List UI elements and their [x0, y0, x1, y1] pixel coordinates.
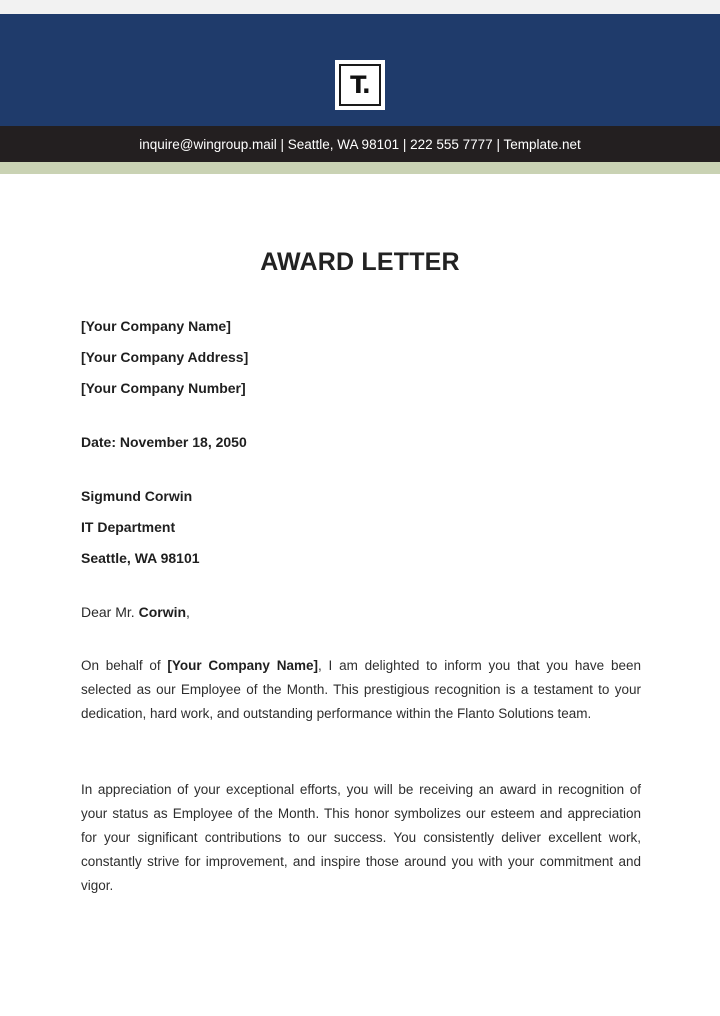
company-logo	[335, 60, 385, 110]
recipient-city: Seattle, WA 98101	[81, 550, 200, 566]
paragraph-1-company: [Your Company Name]	[167, 658, 318, 673]
sender-block	[81, 316, 641, 409]
salutation-suffix: ,	[186, 604, 190, 620]
date-block	[81, 432, 641, 463]
paragraph-1-lead: On behalf of	[81, 658, 168, 673]
salutation	[81, 602, 641, 622]
contact-bar	[0, 126, 720, 162]
letter-title: AWARD LETTER	[260, 248, 460, 276]
accent-strip	[0, 162, 720, 174]
paragraph-2	[81, 778, 641, 898]
date-line: Date: November 18, 2050	[81, 434, 247, 450]
paragraph-1-rest: , I am delighted to inform you that you have been selected as our Employee of the Month. This prestigious recognition is a testament to your dedication, hard work, and outstanding performance within the Flanto Solutions team.	[81, 658, 641, 721]
sender-company-address: [Your Company Address]	[81, 349, 249, 365]
sender-company-name: [Your Company Name]	[81, 318, 231, 334]
recipient-name: Sigmund Corwin	[81, 488, 193, 504]
salutation-prefix: Dear Mr.	[81, 604, 139, 620]
contact-line: inquire@wingroup.mail | Seattle, WA 98101 | 222 555 7777 | Template.net	[139, 136, 581, 152]
sender-company-number: [Your Company Number]	[81, 380, 246, 396]
paragraph-1	[81, 654, 641, 726]
logo-mark: T.	[339, 64, 381, 106]
salutation-surname: Corwin	[138, 604, 187, 620]
recipient-block	[81, 486, 641, 579]
recipient-department: IT Department	[81, 519, 176, 535]
top-strip	[0, 0, 720, 14]
paragraph-2-text: In appreciation of your exceptional efforts, you will be receiving an award in recognition of your status as Employee of the Month. This honor symbolizes our esteem and appreciation for your significant contributions to our success. You consistently deliver excellent work, constantly strive for improvement, and inspire those around you with your commitment and vigor.	[81, 782, 641, 893]
